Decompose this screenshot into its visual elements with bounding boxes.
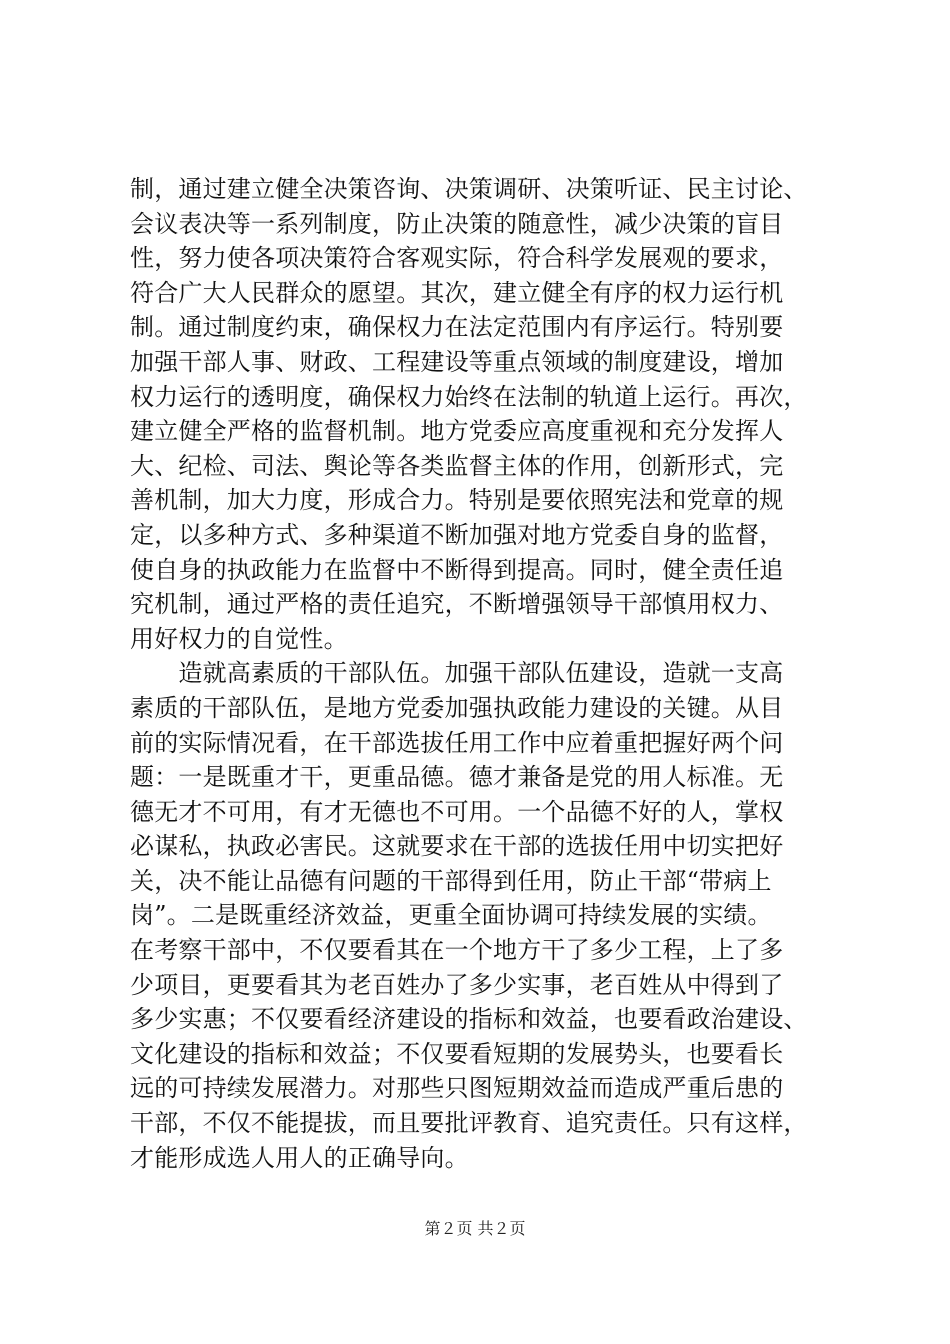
text-line: 前的实际情况看，在干部选拔任用工作中应着重把握好两个问	[130, 728, 784, 757]
text-line: 制，通过建立健全决策咨询、决策调研、决策听证、民主讨论、	[130, 175, 808, 203]
text-line: 使自身的执政能力在监督中不断得到提高。同时，健全责任追	[130, 555, 784, 584]
text-line: 用好权力的自觉性。	[130, 624, 348, 653]
text-line: 题：一是既重才干，更重品德。德才兼备是党的用人标准。无	[130, 763, 784, 792]
text-line: 会议表决等一系列制度，防止决策的随意性，减少决策的盲目	[130, 209, 784, 238]
page-number-label: 第２页 共２页	[424, 1219, 526, 1238]
text-line: 德无才不可用，有才无德也不可用。一个品德不好的人，掌权	[130, 797, 784, 826]
text-line: 文化建设的指标和效益；不仅要看短期的发展势头，也要看长	[130, 1039, 784, 1068]
text-line: 制。通过制度约束，确保权力在法定范围内有序运行。特别要	[130, 313, 784, 342]
text-line: 善机制，加大力度，形成合力。特别是要依照宪法和党章的规	[130, 486, 784, 515]
text-line: 多少实惠；不仅要看经济建设的指标和效益，也要看政治建设、	[130, 1005, 808, 1034]
paragraph-start-line: 造就高素质的干部队伍。加强干部队伍建设，造就一支高	[130, 659, 784, 688]
text-line: 少项目，更要看其为老百姓办了多少实事，老百姓从中得到了	[130, 970, 784, 999]
text-line: 性，努力使各项决策符合客观实际，符合科学发展观的要求，	[130, 244, 784, 273]
text-line: 建立健全严格的监督机制。地方党委应高度重视和充分发挥人	[130, 417, 784, 446]
text-line: 干部，不仅不能提拔，而且要批评教育、追究责任。只有这样，	[130, 1109, 808, 1138]
text-line: 远的可持续发展潜力。对那些只图短期效益而造成严重后患的	[130, 1074, 784, 1103]
text-line: 符合广大人民群众的愿望。其次，建立健全有序的权力运行机	[130, 278, 784, 307]
text-line: 定，以多种方式、多种渠道不断加强对地方党委自身的监督，	[130, 520, 784, 549]
text-line: 权力运行的透明度，确保权力始终在法制的轨道上运行。再次，	[130, 382, 808, 411]
text-line: 在考察干部中，不仅要看其在一个地方干了多少工程，上了多	[130, 936, 784, 965]
text-line: 加强干部人事、财政、工程建设等重点领域的制度建设，增加	[130, 347, 784, 376]
page-footer	[0, 1216, 950, 1239]
text-line: 岗”。二是既重经济效益，更重全面协调可持续发展的实绩。	[130, 901, 772, 930]
text-line: 必谋私，执政必害民。这就要求在干部的选拔任用中切实把好	[130, 832, 784, 861]
text-line: 才能形成选人用人的正确导向。	[130, 1143, 469, 1172]
body-text	[130, 172, 830, 1175]
text-line: 关，决不能让品德有问题的干部得到任用，防止干部“带病上	[130, 866, 772, 895]
text-line: 素质的干部队伍，是地方党委加强执政能力建设的关键。从目	[130, 693, 784, 722]
text-line: 究机制，通过严格的责任追究，不断增强领导干部慎用权力、	[130, 590, 784, 619]
text-line: 大、纪检、司法、舆论等各类监督主体的作用，创新形式，完	[130, 451, 784, 480]
